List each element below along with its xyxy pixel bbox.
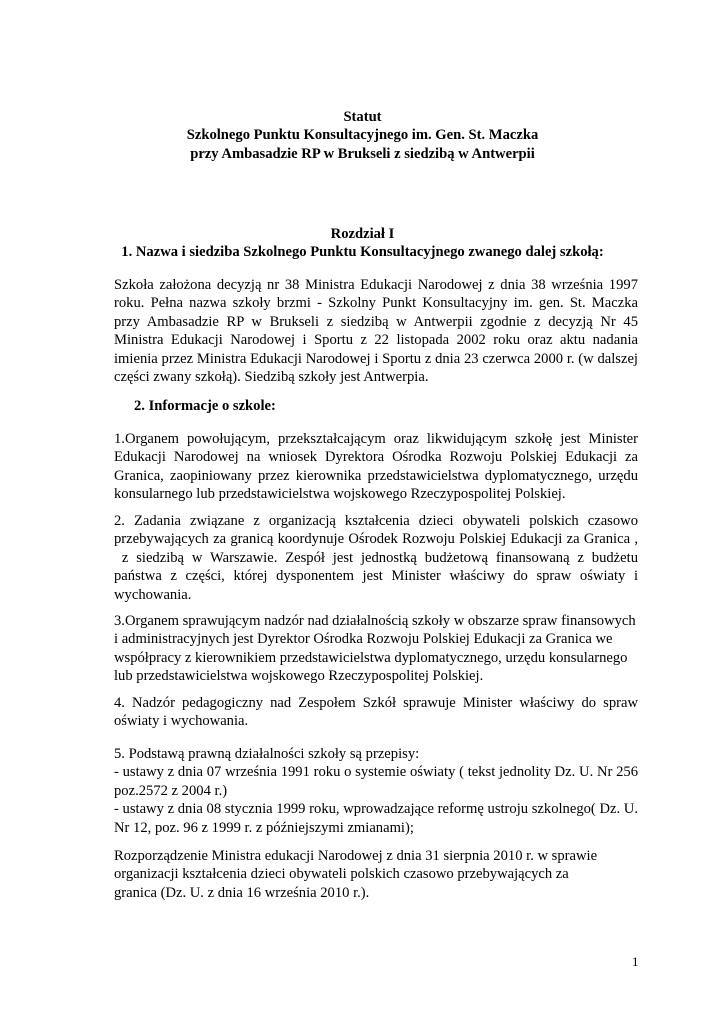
intro-paragraph — [114, 276, 638, 386]
chapter-subheading: 1. Nazwa i siedziba Szkolnego Punktu Konsultacyjnego zwanego dalej szkołą: — [121, 244, 604, 261]
paragraph-line: Nr 12, poz. 96 z 1999 r. z późniejszymi zmianami); — [114, 819, 414, 836]
section-heading-info: 2. Informacje o szkole: — [134, 398, 276, 414]
title-line-statut: Statut — [343, 109, 382, 125]
paragraph-line: lub przedstawicielstwa wojskowego Rzeczypospolitej Polskiej. — [114, 668, 484, 685]
document-title — [0, 108, 725, 163]
paragraph-line: konsularnego lub przedstawicielstwa wojskowego Rzeczypospolitej Polskiej. — [114, 486, 566, 503]
paragraph-line: z siedzibą w Warszawie. Zespół jest jednostką budżetową finansowaną z budżetu — [114, 549, 638, 566]
paragraph-line: imienia przez Ministra Edukacji Narodowej i Sportu z dnia 23 czerwca 2000 r. (w dalszej — [114, 350, 638, 367]
paragraph-line: poz.2572 z 2004 r.) — [114, 782, 228, 799]
title-line-school-name: Szkolnego Punktu Konsultacyjnego im. Gen. St. Maczka — [186, 127, 539, 144]
paragraph-line: Rozporządzenie Ministra edukacji Narodowej z dnia 31 sierpnia 2010 r. w sprawie — [114, 848, 598, 864]
paragraph-line: organizacji kształcenia dzieci obywateli polskich czasowo przebywających za — [114, 866, 569, 883]
paragraph-line: współpracy z kierownikiem przedstawicielstwa dyplomatycznego, urzędu konsularnego — [114, 649, 628, 666]
paragraph-line: Granica, zaopiniowany przez kierownika przedstawicielstwa dyplomatycznego, urzędu — [114, 467, 638, 484]
page-number: 1 — [632, 954, 639, 969]
chapter-heading-block — [0, 225, 725, 262]
paragraph-line: Edukacji Narodowej na wniosek Dyrektora Ośrodka Rozwoju Polskiej Edukacji za — [114, 449, 638, 466]
paragraph-line: przebywających za granicą koordynuje Ośrodek Rozwoju Polskiej Edukacji za Granica , — [114, 531, 638, 548]
item-4-paragraph — [114, 694, 638, 731]
chapter-heading: Rozdział I — [330, 226, 395, 242]
paragraph-line: Szkoła założona decyzją nr 38 Ministra Edukacji Narodowej z dnia 38 września 1997 — [114, 277, 638, 293]
item-3-paragraph — [114, 612, 638, 686]
paragraph-line: 3.Organem sprawującym nadzór nad działalnością szkoły w obszarze spraw finansowych — [114, 613, 636, 629]
paragraph-line: przy Ambasadzie RP w Brukseli z siedzibą w Antwerpii zgodnie z decyzją Nr 45 — [114, 313, 638, 330]
paragraph-line: 5. Podstawą prawną działalności szkoły są przepisy: — [114, 746, 420, 762]
paragraph-line: części zwany szkołą). Siedzibą szkoły jest Antwerpia. — [114, 369, 429, 386]
paragraph-line: 1.Organem powołującym, przekształcającym oraz likwidującym szkołę jest Minister — [114, 431, 638, 447]
paragraph-line: roku. Pełna nazwa szkoły brzmi - Szkolny Punkt Konsultacyjny im. gen. St. Maczka — [114, 295, 638, 312]
paragraph-line: wychowania. — [114, 586, 192, 603]
item-5-paragraph — [114, 745, 638, 837]
paragraph-line: państwa z części, której dysponentem jest Minister właściwy do spraw oświaty i — [114, 568, 638, 585]
paragraph-line: granica (Dz. U. z dnia 16 września 2010 r.). — [114, 884, 370, 901]
paragraph-line: - ustawy z dnia 08 stycznia 1999 roku, wprowadzające reformę ustroju szkolnego( Dz. U. — [114, 801, 638, 818]
paragraph-line: 4. Nadzór pedagogiczny nad Zespołem Szkół sprawuje Minister właściwy do spraw — [114, 695, 638, 711]
regulation-paragraph — [114, 847, 638, 902]
paragraph-line: i administracyjnych jest Dyrektor Ośrodka Rozwoju Polskiej Edukacji za Granica we — [114, 631, 613, 648]
item-2-paragraph — [114, 512, 638, 604]
item-1-paragraph — [114, 430, 638, 504]
paragraph-line: - ustawy z dnia 07 września 1991 roku o systemie oświaty ( tekst jednolity Dz. U. Nr 256 — [114, 764, 638, 781]
paragraph-line: 2. Zadania związane z organizacją kształcenia dzieci obywateli polskich czasowo — [114, 513, 638, 529]
paragraph-line: oświaty i wychowania. — [114, 713, 249, 730]
paragraph-line: Ministra Edukacji Narodowej i Sportu z 22 listopada 2002 roku oraz aktu nadania — [114, 332, 638, 349]
title-line-embassy: przy Ambasadzie RP w Brukseli z siedzibą w Antwerpii — [190, 145, 535, 162]
